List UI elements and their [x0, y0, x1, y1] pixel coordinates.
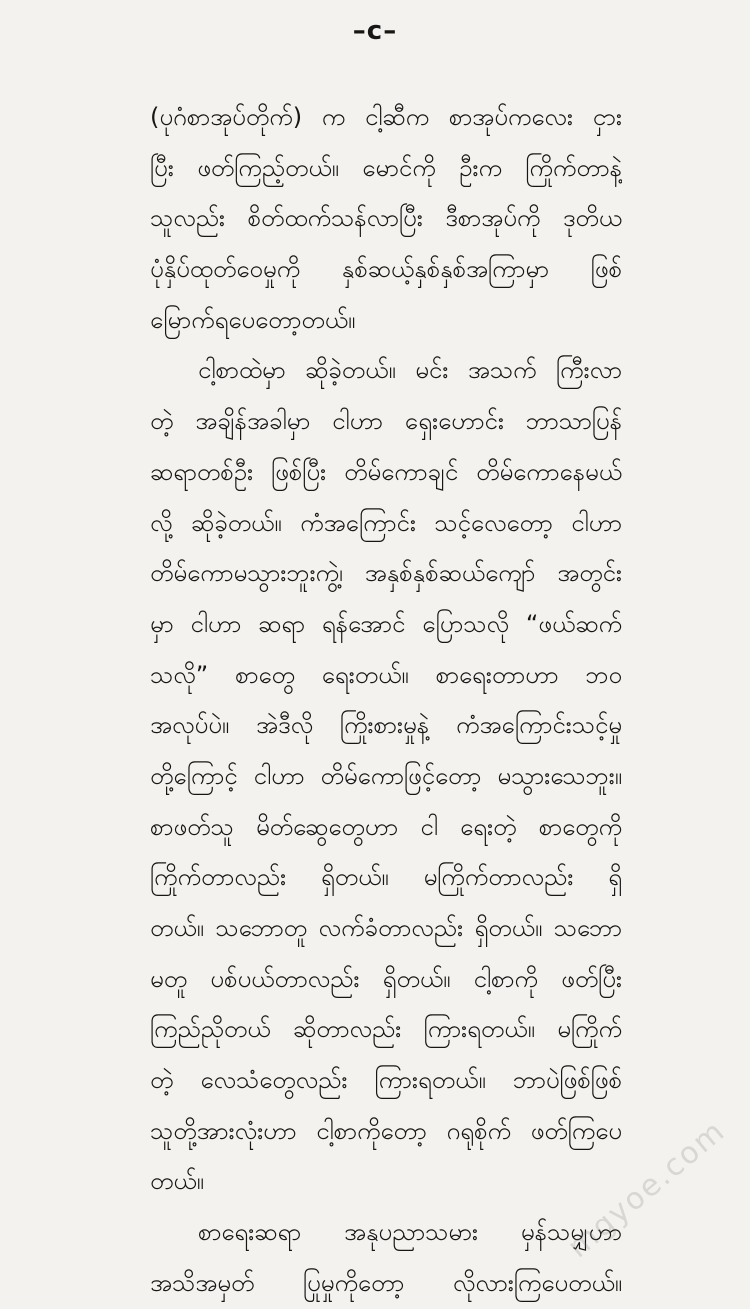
- text-line: အသိအမှတ် ပြုမှုကိုတော့ လိုလားကြပေတယ်။: [150, 1268, 622, 1297]
- text-line: တယ်။ သဘောတူ လက်ခံတာလည်း ရှိတယ်။ သဘော: [150, 914, 622, 942]
- text-line: စာရေးဆရာ အနုပညာသမား မှန်သမျှဟာ: [198, 1218, 622, 1247]
- text-line: အလုပ်ပဲ။ အဲဒီလို ကြိုးစားမှုနဲ့ ကံအကြောင်းသင့်မှု: [150, 711, 622, 740]
- watermark: mgyoe.com: [560, 1113, 732, 1265]
- text-line: သူလည်း စိတ်ထက်သန်လာပြီး ဒီစာအုပ်ကို ဒုတိယ: [150, 204, 622, 233]
- text-line: ပုံနှိပ်ထုတ်ဝေမှုကို နှစ်ဆယ့်နှစ်နှစ်အကြာမှာ ဖြစ်: [150, 255, 622, 284]
- text-line: ငါ့စာထဲမှာ ဆိုခဲ့တယ်။ မင်း အသက် ကြီးလာ: [198, 356, 622, 385]
- page-number: –c–: [352, 16, 398, 46]
- text-line: ပြီး ဖတ်ကြည့်တယ်။ မောင်ကို ဦးက ကြိုက်တာနဲ့: [150, 153, 622, 182]
- text-line: တို့ကြောင့် ငါဟာ တိမ်ကောဖြင့်တော့ မသွားသေဘူး။: [150, 761, 622, 790]
- text-line: ကြည်ညိုတယ် ဆိုတာလည်း ကြားရတယ်။ မကြိုက်: [150, 1015, 622, 1044]
- text-line: မှာ ငါဟာ ဆရာ ရန်အောင် ပြောသလို “ဖယ်ဆက်: [150, 609, 622, 638]
- text-line: မတူ ပစ်ပယ်တာလည်း ရှိတယ်။ ငါ့စာကို ဖတ်ပြီး: [150, 964, 622, 993]
- text-line: ကြိုက်တာလည်း ရှိတယ်။ မကြိုက်တာလည်း ရှိ: [150, 863, 622, 892]
- text-line: ဆရာတစ်ဦး ဖြစ်ပြီး တိမ်ကောချင် တိမ်ကောနေမယ်: [150, 457, 622, 486]
- text-line: မြောက်ရပေတော့တယ်။: [150, 305, 356, 334]
- text-line: တဲ့ လေသံတွေလည်း ကြားရတယ်။ ဘာပဲဖြစ်ဖြစ်: [150, 1066, 622, 1095]
- text-line: တိမ်ကောမသွားဘူးကွဲ့၊ အနှစ်နှစ်ဆယ်ကျော် အတွင်း: [150, 559, 622, 588]
- text-line: (ပုဂံစာအုပ်တိုက်) က ငါ့ဆီက စာအုပ်ကလေး ငှား: [150, 103, 622, 131]
- text-line: သလို” စာတွေ ရေးတယ်။ စာရေးတာဟာ ဘဝ: [150, 660, 622, 689]
- text-line: တယ်။: [150, 1167, 204, 1196]
- body-text: [150, 92, 622, 1309]
- text-line: စာဖတ်သူ မိတ်ဆွေတွေဟာ ငါ ရေးတဲ့ စာတွေကို: [150, 812, 622, 841]
- text-line: သူတို့အားလုံးဟာ ငါ့စာကိုတော့ ဂရုစိုက် ဖတ်ကြပေ: [150, 1116, 622, 1145]
- text-line: တဲ့ အချိန်အခါမှာ ငါဟာ ရှေးဟောင်း ဘာသာပြန်: [150, 407, 622, 436]
- text-line: လို့ ဆိုခဲ့တယ်။ ကံအကြောင်း သင့်လေတော့ ငါဟာ: [150, 508, 622, 537]
